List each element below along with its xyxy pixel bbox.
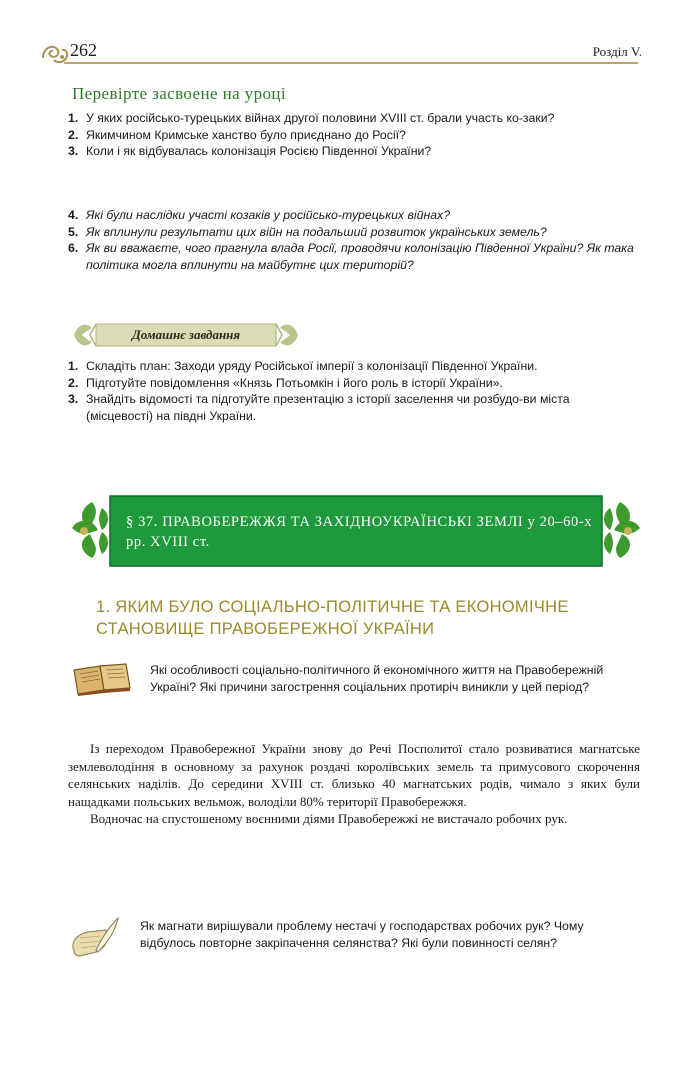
paragraph-title: § 37. ПРАВОБЕРЕЖЖЯ ТА ЗАХІДНОУКРАЇНСЬКІ ЗЕМЛІ у 20–60-х рр. XVIII ст. xyxy=(126,514,593,550)
list-item: 1. У яких російсько-турецьких війнах другої половини XVIII ст. брали участь ко-заки? xyxy=(68,111,555,125)
list-item: 3. Знайдіть відомості та підготуйте презентацію з історії заселення чи розбудо-ви міста (місцевості) на півдні України. xyxy=(68,392,570,423)
body-text xyxy=(68,740,640,828)
review-basic-list xyxy=(68,110,640,160)
body-paragraph: Із переходом Правобережної України знову до Речі Посполитої стало розвиватися магнатське землеволодіння в основному за рахунок роздачі королівських земель та примусового скорочення селянських наділів. До середини XVIII ст. близько 40 магнатських родів, чимало з яких були нащадками польських вельмож, володіли 80% території Правобережжя. xyxy=(68,741,640,809)
review-advanced-list xyxy=(68,207,640,273)
open-book-icon xyxy=(70,660,134,696)
list-item: 2. Підготуйте повідомлення «Князь Потьомкін і його роль в історії України». xyxy=(68,375,503,390)
header-divider xyxy=(64,62,638,64)
homework-heading: Домашнє завдання xyxy=(131,327,241,342)
leaf-ornament-left-icon xyxy=(72,502,108,558)
list-item: 5. Як вплинули результати цих війн на подальший розвиток українських земель? xyxy=(68,224,547,239)
homework-list xyxy=(68,358,640,424)
list-item: 6. Як ви вважаєте, чого прагнула влада Росії, проводячи колонізацію Південної України? Як така політика могла вплинути на майбутнє цих територій? xyxy=(68,241,634,272)
quill-scroll-icon xyxy=(66,916,122,962)
leaf-ornament-right-icon xyxy=(604,502,640,558)
section-label: Розділ V. xyxy=(592,44,642,59)
closing-question: Як магнати вирішували проблему нестачі у господарствах робочих рук? Чому відбулось повторне закріпачення селянства? Які були повинності селян? xyxy=(140,919,584,950)
list-item: 4. Які були наслідки участі козаків у російсько-турецьких війнах? xyxy=(68,208,451,222)
list-item: 3. Коли і як відбувалась колонізація Росією Південної України? xyxy=(68,144,432,158)
intro-question: Які особливості соціально-політичного й економічного життя на Правобережній Україні? Які причини загострення соціальних протиріч виникли у цей період? xyxy=(150,663,604,694)
review-heading: Перевірте засвоене на уроці xyxy=(72,84,286,103)
list-item: 2. Якимчином Кримське ханство було приєднано до Росії? xyxy=(68,127,406,142)
list-item: 1. Складіть план: Заходи уряду Російської імперії з колонізації Південної України. xyxy=(68,359,538,373)
body-paragraph: Водночас на спустошеному воєнними діями Правобережжі не вистачало робочих рук. xyxy=(90,811,568,827)
subsection-title: 1. ЯКИМ БУЛО СОЦІАЛЬНО-ПОЛІТИЧНЕ ТА ЕКОНОМІЧНЕ СТАНОВИЩЕ ПРАВОБЕРЕЖНОЇ УКРАЇНИ xyxy=(96,598,569,638)
page-number: 262 xyxy=(70,40,97,60)
